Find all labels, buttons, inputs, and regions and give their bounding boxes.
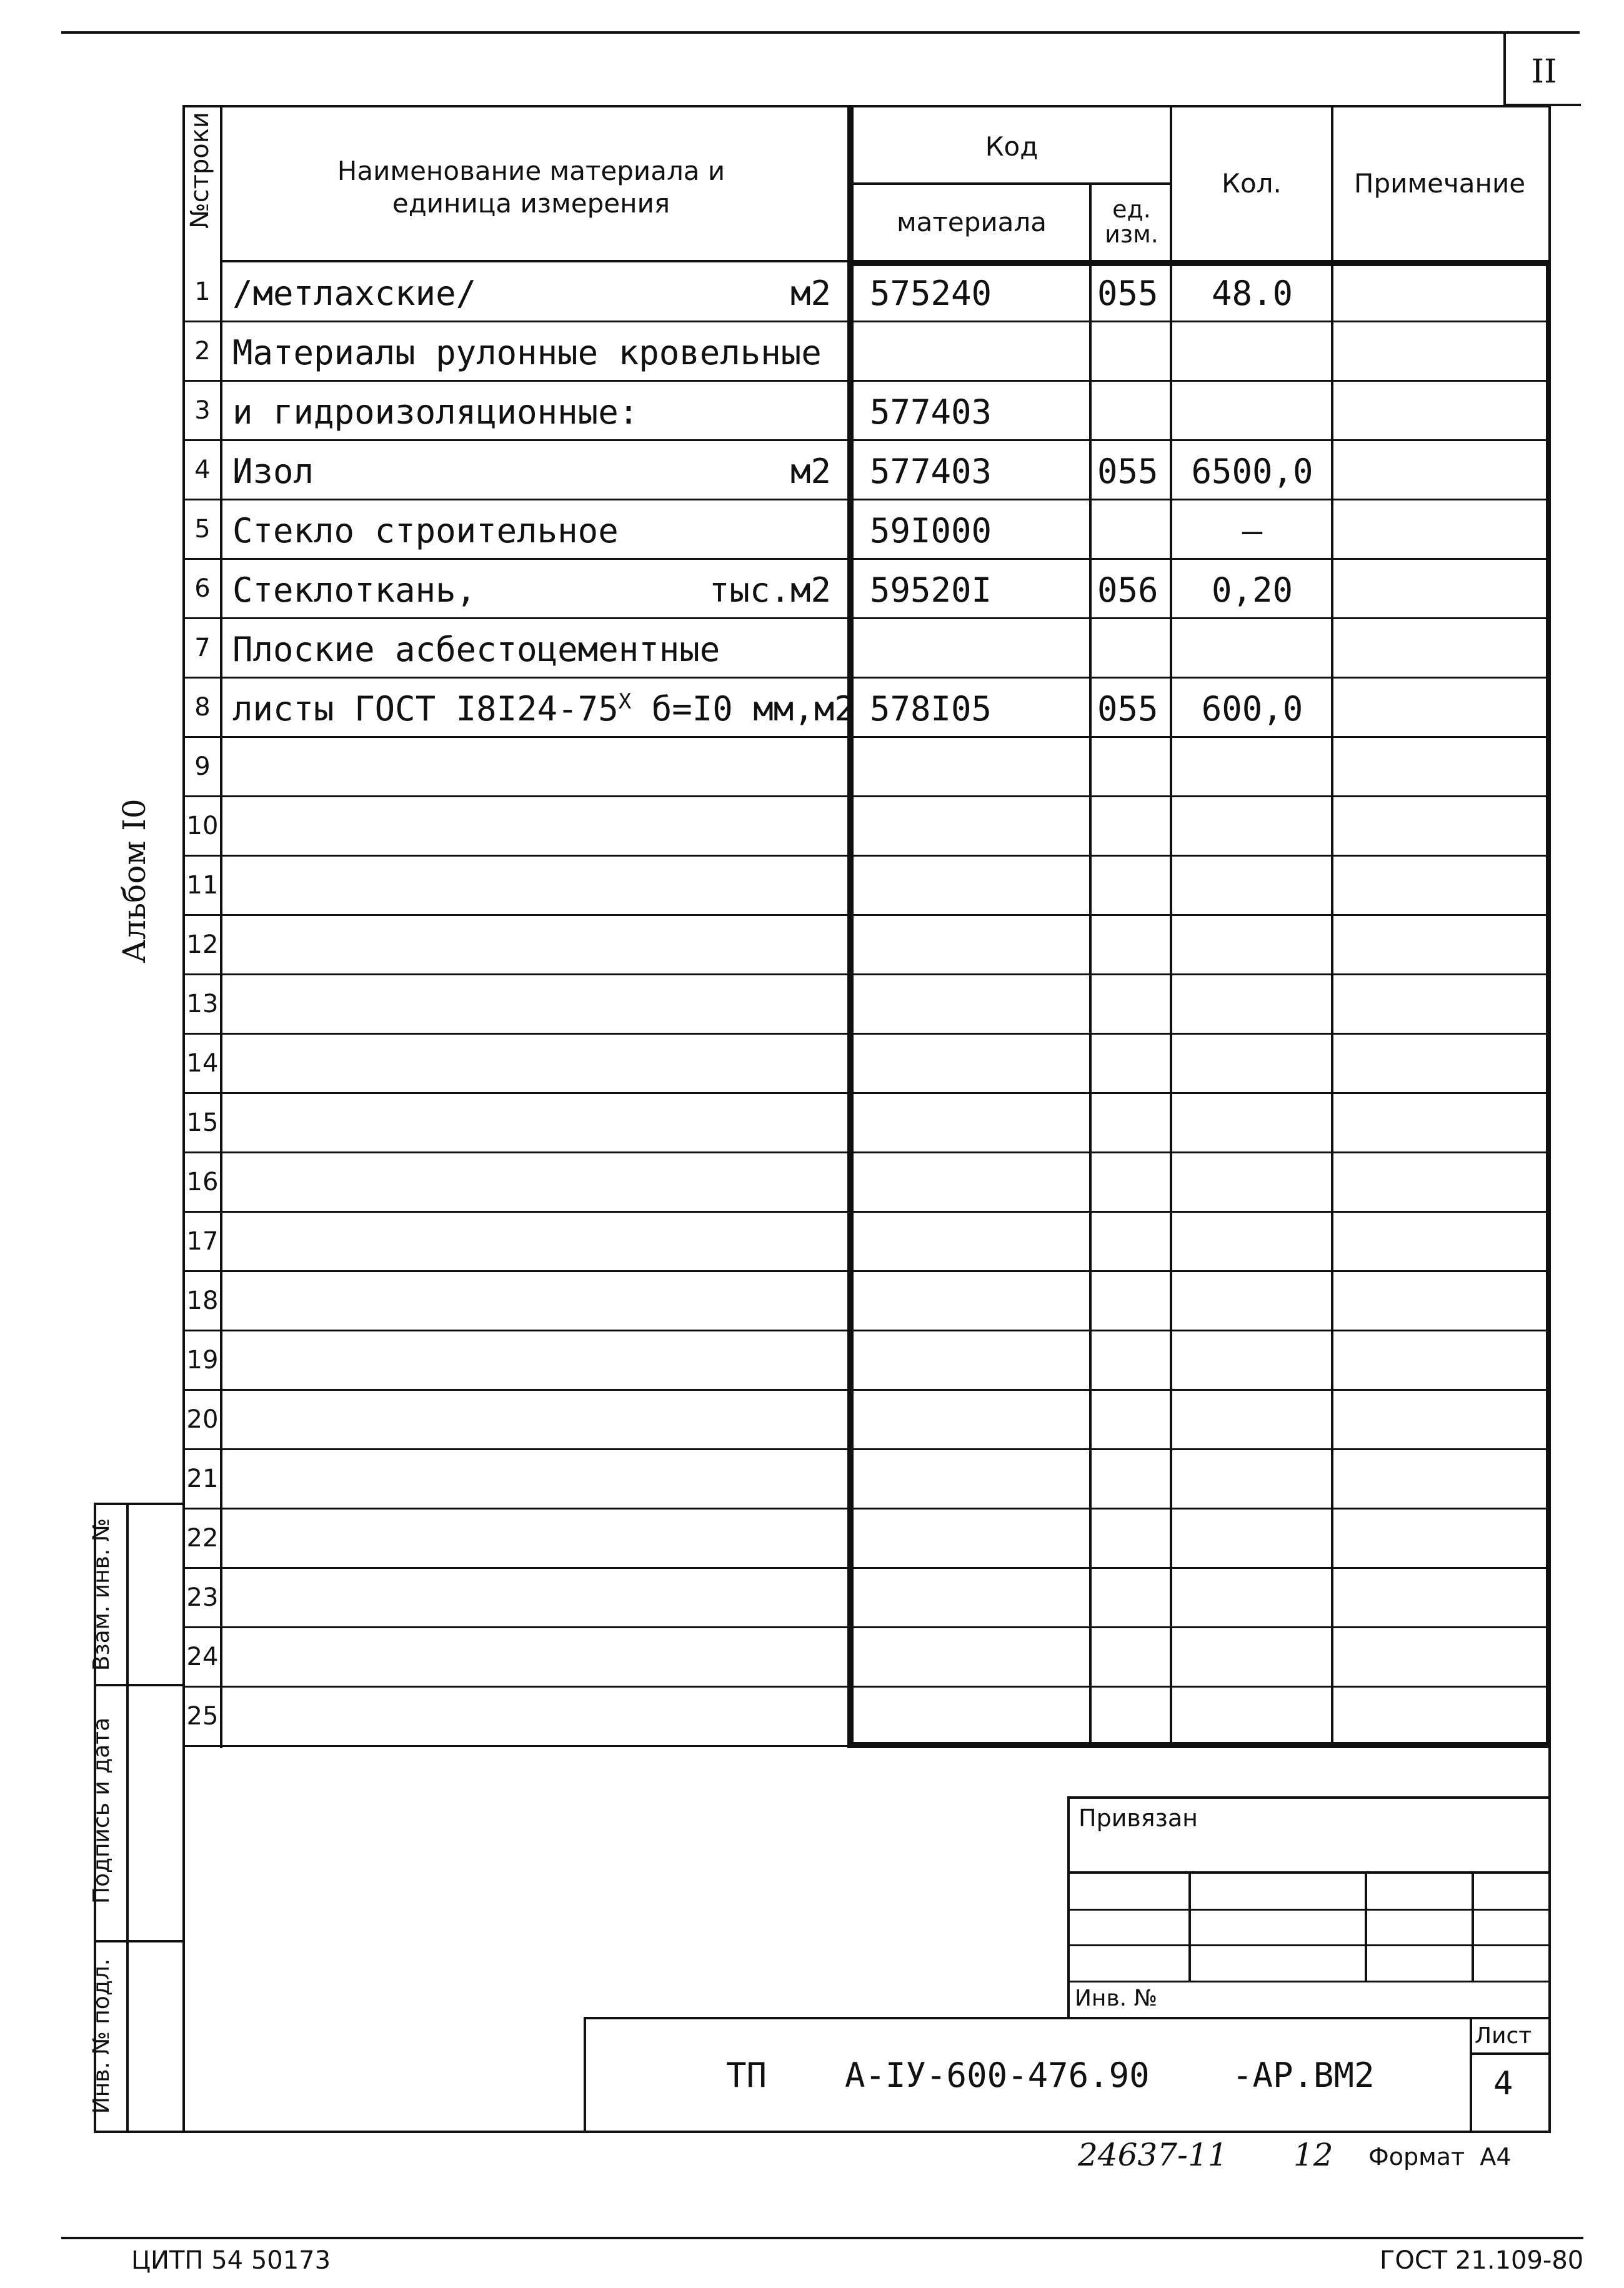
designation-suffix: -АР.ВМ2: [1232, 2056, 1375, 2095]
sheet-label: Лист: [1475, 2023, 1532, 2049]
row-number: 11: [186, 871, 219, 900]
header-name: Наименование материала и единица измерения: [337, 155, 725, 219]
row-divider: [182, 499, 1551, 500]
row-unit-code: 055: [1097, 452, 1158, 491]
row-material-code: 577403: [870, 392, 992, 432]
row-number: 21: [186, 1465, 219, 1493]
row-number: 9: [194, 752, 211, 781]
row-number: 6: [194, 574, 211, 603]
row-quantity: 6500,0: [1191, 452, 1313, 491]
row-divider: [182, 1211, 1551, 1213]
sheet-number-top: II: [1531, 53, 1557, 91]
row-number: 20: [186, 1405, 219, 1434]
row-divider: [182, 558, 1551, 560]
row-number: 8: [194, 693, 211, 722]
row-divider: [182, 1686, 1551, 1688]
row-quantity: 48.0: [1211, 274, 1293, 313]
row-divider: [182, 795, 1551, 797]
row-name-text: Стеклоткань,: [232, 570, 477, 610]
row-material-code: 59I000: [870, 511, 992, 550]
row-divider: [182, 1508, 1551, 1510]
row-name: [232, 511, 619, 550]
row-number: 14: [186, 1049, 219, 1078]
designation-tp: ТП: [726, 2056, 767, 2095]
row-divider: [182, 1567, 1551, 1569]
row-divider: [182, 855, 1551, 857]
header-row-number: №строки: [186, 112, 214, 229]
row-material-code: 59520I: [870, 570, 992, 610]
row-number: 4: [194, 455, 211, 484]
row-name: [232, 689, 855, 729]
row-material-code: 577403: [870, 452, 992, 491]
row-number: 17: [186, 1227, 219, 1256]
row-number: 23: [186, 1583, 219, 1612]
row-divider: [182, 677, 1551, 679]
row-name-text: Стекло строительное: [232, 511, 619, 550]
row-divider: [182, 1626, 1551, 1628]
row-divider: [182, 439, 1551, 441]
sheet-value: 4: [1493, 2065, 1513, 2102]
row-number: 24: [186, 1643, 219, 1671]
row-number: 5: [194, 515, 211, 544]
row-unit: тыс.м2: [709, 570, 831, 610]
album-label: Альбом I0: [116, 798, 152, 963]
row-number: 7: [194, 634, 211, 662]
format-label: Формат А4: [1368, 2143, 1512, 2171]
row-divider: [182, 1745, 1551, 1747]
row-divider: [182, 1448, 1551, 1450]
row-unit: м2: [790, 452, 831, 491]
row-name-text: Изол: [232, 452, 314, 491]
row-material-code: 575240: [870, 274, 992, 313]
header-code-unit: ед. изм.: [1105, 196, 1158, 248]
row-name-tail: б=I0 мм,м2: [631, 689, 855, 729]
row-number: 18: [186, 1286, 219, 1315]
handwritten-document-number: 24637-11: [1078, 2137, 1228, 2173]
stamp-inv-podl: Инв. № подл.: [89, 1958, 114, 2114]
row-name-text: листы ГОСТ I8I24-75: [232, 689, 619, 729]
row-divider: [182, 914, 1551, 916]
row-divider: [182, 1270, 1551, 1272]
row-divider: [182, 736, 1551, 738]
row-quantity: 0,20: [1211, 570, 1293, 610]
row-number: 16: [186, 1168, 219, 1196]
row-unit: м2: [790, 274, 831, 313]
header-code: Код: [985, 131, 1039, 162]
privyazan-label: Привязан: [1079, 1804, 1198, 1832]
row-divider: [182, 1389, 1551, 1391]
row-divider: [182, 380, 1551, 382]
row-quantity: 600,0: [1201, 689, 1303, 729]
footer-right: ГОСТ 21.109-80: [1380, 2246, 1584, 2275]
row-name-text: Материалы рулонные кровельные: [232, 333, 822, 372]
row-number: 19: [186, 1346, 219, 1375]
header-note: Примечание: [1353, 167, 1526, 199]
row-number: 10: [186, 812, 219, 840]
row-name-text: Плоские асбестоцементные: [232, 630, 720, 669]
row-unit-code: 056: [1097, 570, 1158, 610]
row-unit-code: 055: [1097, 274, 1158, 313]
handwritten-page-number: 12: [1293, 2137, 1333, 2173]
row-divider: [182, 1033, 1551, 1035]
row-material-code: 578I05: [870, 689, 992, 729]
sheet-corner-vertical: [1503, 31, 1506, 106]
row-name-text: /метлахские/: [232, 274, 477, 313]
stamp-vzam-inv: Взам. инв. №: [89, 1518, 114, 1671]
row-name: [232, 570, 476, 610]
row-number: 13: [186, 990, 219, 1018]
row-name: [232, 630, 720, 669]
row-divider: [182, 973, 1551, 975]
row-name: [232, 392, 639, 432]
stamp-signature-date: Подпись и дата: [89, 1717, 114, 1904]
row-number: 15: [186, 1108, 219, 1137]
row-divider: [182, 1092, 1551, 1094]
row-quantity: —: [1242, 511, 1263, 550]
footer-line: [61, 2237, 1583, 2239]
row-divider: [182, 1330, 1551, 1331]
designation-code: А-IУ-600-476.90: [845, 2056, 1150, 2095]
row-number: 12: [186, 930, 219, 959]
row-number: 22: [186, 1524, 219, 1553]
row-number: 25: [186, 1702, 219, 1731]
row-name: [232, 452, 314, 491]
row-divider: [182, 321, 1551, 322]
row-number: 1: [194, 277, 211, 306]
top-border-line: [61, 31, 1580, 34]
row-name: [232, 333, 822, 372]
row-divider: [182, 617, 1551, 619]
row-name: [232, 274, 476, 313]
row-number: 2: [194, 337, 211, 366]
row-name-text: и гидроизоляционные:: [232, 392, 639, 432]
inv-no-label: Инв. №: [1075, 1986, 1158, 2011]
row-name-superscript: X: [618, 689, 632, 714]
header-code-material: материала: [896, 206, 1047, 237]
header-quantity: Кол.: [1222, 167, 1282, 199]
row-number: 3: [194, 396, 211, 425]
row-divider: [182, 1151, 1551, 1153]
footer-left: ЦИТП 54 50173: [131, 2246, 331, 2275]
row-unit-code: 055: [1097, 689, 1158, 729]
